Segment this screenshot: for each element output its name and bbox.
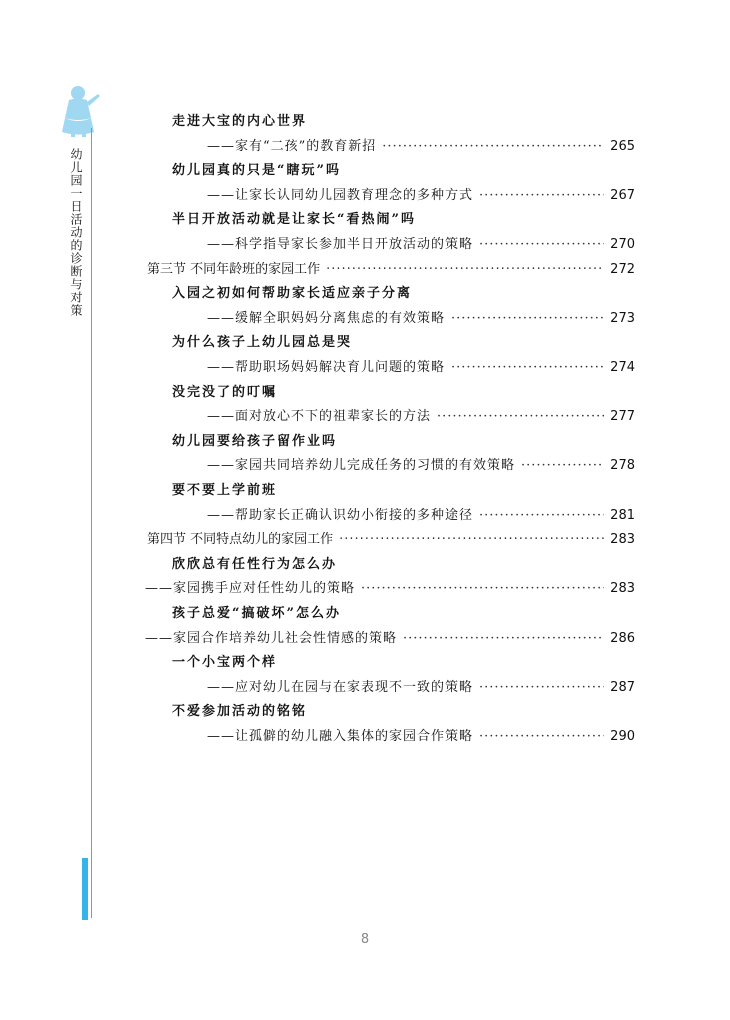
toc-entry-title: [0, 159, 730, 183]
toc-page-number: 273: [610, 310, 635, 326]
toc-line: [207, 405, 635, 429]
toc-line: [207, 356, 635, 380]
toc-subtitle-text: ——家园共同培养幼儿完成任务的习惯的有效策略: [207, 458, 516, 474]
toc-entry-title: [0, 553, 730, 577]
toc-entry-subtitle: [0, 233, 730, 257]
toc-entry-title: [0, 208, 730, 232]
toc-entry-title: [0, 110, 730, 134]
toc-line: [147, 258, 635, 282]
toc-title-text: 幼儿园真的只是“瞎玩”吗: [172, 163, 341, 179]
side-accent-bar: [82, 858, 88, 920]
toc-subtitle-text: ——帮助家长正确认识幼小衔接的多种途径: [207, 507, 474, 523]
toc-leader-dots: [479, 676, 604, 700]
toc-subtitle-text: ——缓解全职妈妈分离焦虑的有效策略: [207, 310, 446, 326]
toc-leader-dots: [403, 627, 604, 651]
toc-line: [207, 233, 635, 257]
toc-entry-title: [0, 381, 730, 405]
toc-subtitle-text: ——帮助职场妈妈解决育儿问题的策略: [207, 360, 446, 375]
side-book-title: 幼儿园一日活动的诊断与对策: [69, 148, 83, 317]
toc-entry-title: [0, 602, 730, 626]
toc-page-number: 267: [610, 187, 635, 203]
toc-entry-subtitle: [0, 627, 730, 651]
toc-line: [145, 577, 635, 601]
toc-subtitle-text: ——家园携手应对任性幼儿的策略: [145, 581, 356, 597]
toc-entry-title: [0, 282, 730, 306]
toc-line: [207, 504, 635, 528]
toc-page-number: 278: [610, 458, 635, 474]
toc-page-number: 272: [610, 261, 635, 277]
toc-entry-subtitle: [0, 184, 730, 208]
toc-line: [207, 454, 635, 478]
page-number: 8: [360, 932, 370, 947]
toc-leader-dots: [382, 135, 604, 159]
toc-line: [207, 184, 635, 208]
toc-page-number: 286: [610, 630, 635, 646]
toc-section-text: 第三节 不同年龄班的家园工作: [147, 261, 321, 277]
toc-page-number: 290: [610, 729, 635, 744]
toc-entry-subtitle: [0, 504, 730, 528]
toc-page-number: 270: [610, 237, 635, 252]
toc-subtitle-text: ——让孤僻的幼儿融入集体的家园合作策略: [207, 729, 474, 744]
toc-entry-title: [0, 700, 730, 724]
toc-leader-dots: [339, 528, 604, 552]
toc-leader-dots: [479, 184, 604, 208]
toc-line: [207, 307, 635, 331]
toc-title-text: 不爱参加活动的铭铭: [172, 704, 308, 720]
toc-entry-title: [0, 331, 730, 355]
toc-entry-subtitle: [0, 577, 730, 601]
toc-entry-subtitle: [0, 135, 730, 159]
toc-line: [147, 528, 635, 552]
toc-leader-dots: [479, 504, 604, 528]
toc-entry-subtitle: [0, 454, 730, 478]
toc-entry-title: [0, 651, 730, 675]
toc-leader-dots: [451, 356, 604, 380]
toc-entry-subtitle: [0, 307, 730, 331]
toc-title-text: 一个小宝两个样: [172, 655, 278, 671]
toc-entry-title: [0, 430, 730, 454]
toc-section-text: 第四节 不同特点幼儿的家园工作: [147, 532, 334, 548]
toc-page-number: 281: [610, 507, 635, 523]
toc-line: [207, 135, 635, 159]
toc-title-text: 孩子总爱“搞破坏”怎么办: [172, 606, 341, 621]
toc-entry-subtitle: [0, 676, 730, 700]
toc-title-text: 为什么孩子上幼儿园总是哭: [172, 335, 353, 351]
toc-line: [207, 725, 635, 749]
toc-title-text: 幼儿园要给孩子留作业吗: [172, 433, 338, 449]
toc-title-text: 没完没了的叮嘱: [172, 384, 278, 400]
toc-title-text: 欣欣总有任性行为怎么办: [172, 556, 338, 572]
toc-page-number: 274: [610, 360, 635, 375]
toc-page-number: 265: [610, 138, 635, 154]
toc-leader-dots: [326, 258, 604, 282]
toc-title-text: 要不要上学前班: [172, 483, 278, 498]
toc-subtitle-text: ——应对幼儿在园与在家表现不一致的策略: [207, 679, 474, 695]
toc-line: [207, 676, 635, 700]
toc-entry-subtitle: [0, 405, 730, 429]
toc-leader-dots: [437, 405, 604, 429]
toc-entry-subtitle: [0, 725, 730, 749]
toc-subtitle-text: ——面对放心不下的祖辈家长的方法: [207, 409, 432, 425]
toc-leader-dots: [521, 454, 604, 478]
toc-page-number: 283: [610, 532, 635, 548]
toc-title-text: 入园之初如何帮助家长适应亲子分离: [172, 286, 413, 302]
toc-subtitle-text: ——家园合作培养幼儿社会性情感的策略: [145, 630, 398, 646]
toc-leader-dots: [479, 233, 604, 257]
toc-title-text: 走进大宝的内心世界: [172, 114, 308, 129]
toc-subtitle-text: ——家有“二孩”的教育新招: [207, 138, 377, 154]
toc-leader-dots: [479, 725, 604, 749]
toc-entry-section: [0, 528, 730, 552]
toc-entry-subtitle: [0, 356, 730, 380]
toc-line: [145, 627, 635, 651]
toc-page-number: 287: [610, 679, 635, 695]
toc-page-number: 283: [610, 581, 635, 597]
toc-page-number: 277: [610, 409, 635, 425]
toc-title-text: 半日开放活动就是让家长“看热闹”吗: [172, 212, 416, 228]
toc-entry-section: [0, 258, 730, 282]
toc-leader-dots: [361, 577, 604, 601]
toc-subtitle-text: ——让家长认同幼儿园教育理念的多种方式: [207, 187, 474, 203]
toc-leader-dots: [451, 307, 604, 331]
toc-entry-title: [0, 479, 730, 503]
toc-subtitle-text: ——科学指导家长参加半日开放活动的策略: [207, 237, 474, 252]
